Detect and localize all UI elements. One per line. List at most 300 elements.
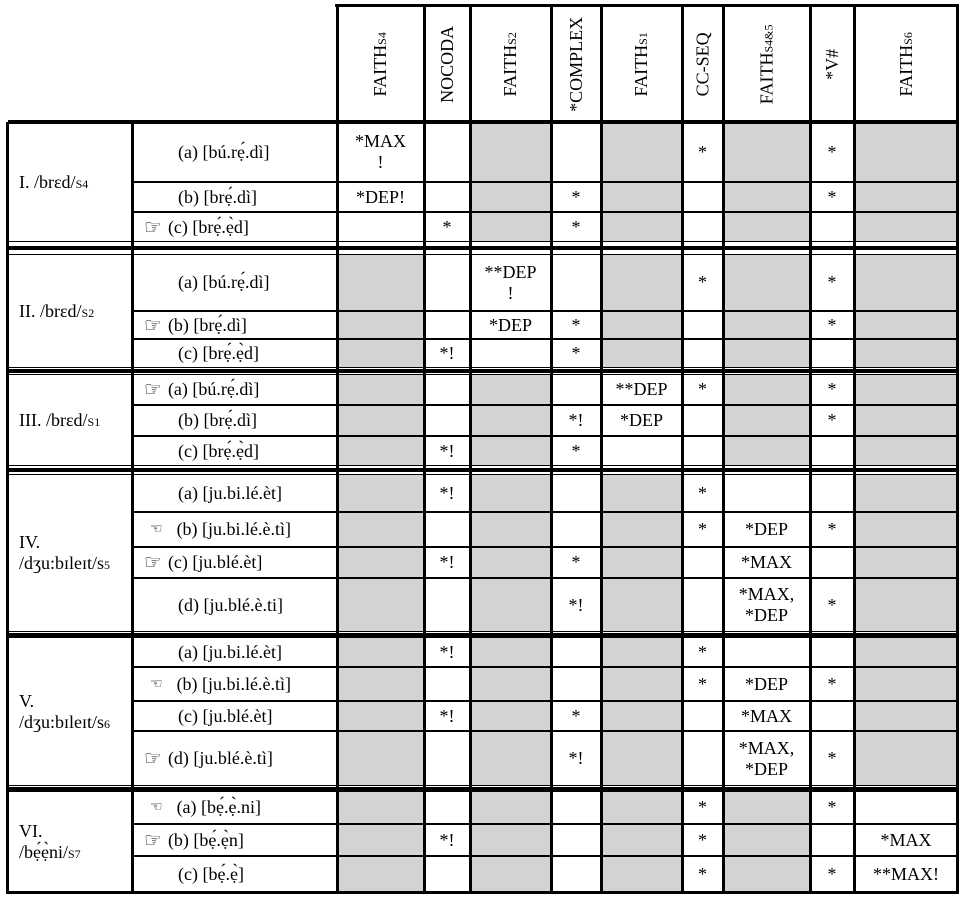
violation-cell [551,791,601,824]
shaded-cell [854,436,958,466]
candidate-cell [133,474,337,512]
violation-mark: * [698,482,707,503]
violation-mark: *! [568,410,584,431]
tableau-divider [8,633,958,637]
violation-cell [723,474,810,512]
shaded-cell [854,701,958,731]
shaded-cell [470,374,551,405]
violation-mark: *! [568,748,584,769]
violation-cell [551,578,601,632]
violation-mark: * [571,186,581,207]
violation-cell [551,547,601,578]
tableau-divider [8,787,958,791]
shaded-cell [601,667,682,701]
violation-cell [682,405,723,436]
column-divider [550,4,553,894]
violation-cell [682,856,723,892]
violation-cell [424,731,470,786]
violation-cell [601,374,682,405]
shaded-cell [470,405,551,436]
violation-cell [682,547,723,578]
small-pointing-hand-icon: ☜ [150,521,163,538]
violation-cell [601,405,682,436]
shaded-cell [601,254,682,311]
violation-cell [470,339,551,368]
column-divider [423,4,426,894]
constraint-name: *COMPLEX [565,16,586,112]
shaded-cell [601,731,682,786]
shaded-cell [854,578,958,632]
constraint-label [437,25,458,102]
violation-cell [551,182,601,212]
violation-cell [551,667,601,701]
shaded-cell [854,212,958,242]
violation-cell [424,512,470,547]
shaded-cell [854,512,958,547]
input-text: V. /dʒu:bɪleɪt/s [19,690,104,732]
violation-cell [810,374,854,405]
violation-cell [810,667,854,701]
shaded-cell [337,339,424,368]
input-cell [8,122,133,242]
candidate-cell [133,791,337,824]
shaded-cell [723,254,810,311]
violation-cell [337,212,424,242]
shaded-cell [723,824,810,856]
violation-cell [810,701,854,731]
shaded-cell [723,212,810,242]
violation-mark: *MAX [740,705,792,726]
violation-cell [682,339,723,368]
input-form [19,532,110,573]
violation-cell [424,182,470,212]
violation-cell [723,547,810,578]
pointing-hand-icon: ☞ [144,377,162,401]
shaded-cell [470,436,551,466]
violation-cell [682,701,723,731]
column-divider [722,4,725,894]
constraint-name: CC-SEQ [692,31,713,97]
violation-cell [723,667,810,701]
violation-mark: * [698,863,707,884]
shaded-cell [601,474,682,512]
violation-mark: *MAX [880,829,932,850]
violation-cell [551,122,601,182]
shaded-cell [337,254,424,311]
shaded-cell [854,122,958,182]
shaded-cell [601,701,682,731]
candidate-form: (b) [ju.bi.lé.è.tì] [176,673,292,694]
small-pointing-hand-icon: ☜ [150,799,163,816]
violation-mark: * [698,829,707,850]
shaded-cell [854,637,958,667]
constraint-subscript: S2 [505,31,520,45]
violation-cell [551,474,601,512]
shaded-cell [854,339,958,368]
input-subscript: S2 [81,305,95,320]
input-cell [8,254,133,368]
violation-cell [810,122,854,182]
column-divider [809,4,812,894]
violation-cell [810,436,854,466]
candidate-form: (a) [ju.bi.lé.èt] [178,482,282,503]
violation-mark: * [827,673,837,694]
constraint-label [631,32,652,96]
violation-mark: * [698,272,707,293]
violation-cell [424,856,470,892]
input-text: VI. /bẹ́ẹ̀ni/ [19,820,68,862]
violation-cell [551,339,601,368]
shaded-cell [854,731,958,786]
shaded-cell [723,856,810,892]
constraint-name: *V# [821,48,842,80]
shaded-cell [601,824,682,856]
violation-cell [551,701,601,731]
violation-cell [810,856,854,892]
violation-cell [424,436,470,466]
violation-mark: * [571,440,581,461]
candidate-form: (b) [brẹ́.dì] [167,314,247,335]
violation-cell [682,436,723,466]
bottom-border [6,891,959,894]
input-subscript: S4 [75,176,89,191]
tableau-divider [8,369,958,373]
violation-cell [682,311,723,339]
candidate-cell [133,637,337,667]
input-text: II. /brɛd/ [19,300,82,321]
input-subscript: S7 [67,846,81,861]
violation-cell [723,512,810,547]
input-text: IV. /dʒu:bɪleɪt/s [19,532,104,573]
violation-cell [551,637,601,667]
small-pointing-hand-icon: ☜ [150,675,163,692]
violation-mark: *DEP! [356,186,405,207]
violation-mark: *! [439,482,455,503]
violation-cell [424,122,470,182]
violation-mark: * [827,141,837,162]
candidate-cell [133,254,337,311]
violation-mark: * [442,216,452,237]
violation-cell [854,791,958,824]
violation-cell [337,182,424,212]
pointing-hand-icon: ☞ [144,550,162,574]
violation-cell [723,637,810,667]
constraint-name: FAITH [631,44,652,97]
constraint-header [682,6,723,122]
candidate-cell [133,667,337,701]
tableau-divider [8,468,958,472]
shaded-cell [470,824,551,856]
input-form [19,301,94,322]
violation-cell [424,212,470,242]
column-divider [600,4,603,894]
violation-cell [810,637,854,667]
shaded-cell [601,212,682,242]
violation-mark: * [827,410,837,431]
shaded-cell [601,547,682,578]
violation-mark: *MAX ! [354,131,406,172]
violation-mark: * [571,216,581,237]
shaded-cell [337,578,424,632]
shaded-cell [601,122,682,182]
violation-cell [682,474,723,512]
violation-cell [810,405,854,436]
candidate-form: (a) [bú.rẹ́.dì] [167,379,260,400]
pointing-hand-icon: ☞ [144,214,162,239]
violation-cell [424,578,470,632]
shaded-cell [601,182,682,212]
violation-cell [424,374,470,405]
candidate-cell [133,512,337,547]
violation-cell [723,731,810,786]
violation-cell [682,667,723,701]
violation-mark: * [571,552,581,573]
violation-cell [424,667,470,701]
violation-cell [810,212,854,242]
violation-mark: **DEP [615,379,668,400]
input-cell [8,791,133,892]
violation-cell [424,547,470,578]
constraint-label [370,32,391,96]
shaded-cell [470,856,551,892]
shaded-cell [470,578,551,632]
violation-cell [810,578,854,632]
violation-cell [551,311,601,339]
violation-mark: **MAX! [873,863,939,884]
shaded-cell [337,547,424,578]
constraint-name: FAITH [370,44,391,97]
violation-cell [854,824,958,856]
constraint-label [896,32,917,96]
violation-cell [682,578,723,632]
violation-cell [682,791,723,824]
violation-mark: * [827,314,837,335]
candidate-cell [133,436,337,466]
violation-cell [810,824,854,856]
constraint-header [470,6,551,122]
candidate-cell [133,311,337,339]
violation-mark: *DEP [744,673,788,694]
violation-cell [810,474,854,512]
violation-cell [810,512,854,547]
violation-cell [424,791,470,824]
shaded-cell [470,791,551,824]
shaded-cell [337,436,424,466]
header-top-border [335,4,958,7]
violation-mark: *DEP [619,410,663,431]
constraint-label [822,49,843,80]
input-text: I. /brɛd/ [19,171,76,192]
violation-cell [810,731,854,786]
input-form [19,172,88,193]
candidate-cell [133,578,337,632]
violation-mark: *! [439,440,455,461]
candidate-form: (c) [brẹ́.ẹ̀d] [167,216,249,237]
constraint-name: NOCODA [436,25,457,103]
violation-mark: *! [439,705,455,726]
violation-cell [424,311,470,339]
input-subscript: 5 [104,558,110,572]
input-subscript: 6 [104,716,110,731]
violation-mark: * [698,673,707,694]
violation-mark: * [571,705,581,726]
shaded-cell [337,512,424,547]
shaded-cell [723,339,810,368]
constraint-header [723,6,810,122]
constraint-name: FAITH [756,52,777,104]
shaded-cell [854,254,958,311]
shaded-cell [854,374,958,405]
violation-cell [810,339,854,368]
candidate-form: (a) [ju.bi.lé.èt] [178,641,282,662]
constraint-label [500,32,521,96]
column-divider [681,4,684,894]
violation-cell [682,637,723,667]
violation-mark: * [698,519,707,540]
violation-cell [551,436,601,466]
violation-cell [551,405,601,436]
violation-cell [424,405,470,436]
constraint-header [601,6,682,122]
violation-cell [682,254,723,311]
candidate-cell [133,405,337,436]
violation-cell [551,856,601,892]
violation-cell [424,254,470,311]
violation-mark: * [698,141,707,162]
shaded-cell [470,122,551,182]
pointing-hand-icon: ☞ [144,827,162,852]
shaded-cell [601,637,682,667]
shaded-cell [337,474,424,512]
candidate-form: (c) [ju.blé.èt] [167,552,263,573]
violation-mark: *! [439,552,455,573]
violation-cell [810,791,854,824]
violation-cell [682,824,723,856]
violation-mark: *DEP [744,519,788,540]
candidate-form: (c) [bẹ́.ẹ̀] [178,863,244,884]
violation-cell [424,474,470,512]
left-border [131,122,134,894]
violation-mark: * [571,343,581,364]
violation-mark: * [698,379,707,400]
violation-mark: * [827,272,837,293]
shaded-cell [723,374,810,405]
shaded-cell [337,374,424,405]
violation-cell [424,339,470,368]
violation-mark: *! [439,829,455,850]
constraint-name: FAITH [500,44,521,97]
candidate-form: (a) [bẹ́.ẹ̀.ni] [176,797,262,818]
constraint-label [756,24,777,104]
shaded-cell [723,791,810,824]
candidate-form: (b) [brẹ́.dì] [178,186,257,207]
shaded-cell [470,474,551,512]
violation-cell [424,637,470,667]
candidate-cell [133,339,337,368]
shaded-cell [601,311,682,339]
candidate-cell [133,547,337,578]
violation-mark: * [827,863,837,884]
violation-cell [682,731,723,786]
constraint-header [337,6,424,122]
shaded-cell [601,856,682,892]
shaded-cell [470,667,551,701]
shaded-cell [723,122,810,182]
violation-mark: * [827,594,837,615]
pointing-hand-icon: ☞ [144,312,162,337]
violation-cell [810,182,854,212]
candidate-cell [133,701,337,731]
shaded-cell [337,856,424,892]
violation-cell [810,547,854,578]
shaded-cell [337,405,424,436]
violation-mark: *! [439,641,455,662]
shaded-cell [470,212,551,242]
violation-mark: *MAX, *DEP [738,584,795,625]
shaded-cell [723,182,810,212]
shaded-cell [854,405,958,436]
candidate-cell [133,212,337,242]
shaded-cell [470,547,551,578]
input-form [19,410,100,431]
violation-cell [723,578,810,632]
violation-cell [551,212,601,242]
violation-mark: * [827,748,837,769]
violation-cell [424,701,470,731]
candidate-form: (a) [bú.rẹ́.dì] [178,272,270,293]
violation-cell [682,122,723,182]
candidate-form: (c) [brẹ́.ẹ̀d] [178,343,259,364]
violation-cell [723,701,810,731]
candidate-cell [133,731,337,786]
candidate-form: (a) [bú.rẹ́.dì] [178,141,270,162]
constraint-subscript: S6 [900,31,915,45]
shaded-cell [470,701,551,731]
input-cell [8,637,133,786]
shaded-cell [470,512,551,547]
candidate-form: (d) [ju.blé.è.tì] [167,748,273,769]
shaded-cell [337,701,424,731]
input-cell [8,374,133,466]
candidate-form: (d) [ju.blé.è.ti] [178,594,283,615]
candidate-form: (c) [ju.blé.èt] [178,705,273,726]
shaded-cell [723,436,810,466]
shaded-cell [854,667,958,701]
violation-mark: * [827,519,837,540]
violation-mark: *MAX, *DEP [738,737,795,779]
violation-cell [682,374,723,405]
shaded-cell [854,547,958,578]
violation-cell [337,122,424,182]
shaded-cell [854,182,958,212]
shaded-cell [337,667,424,701]
violation-cell [551,731,601,786]
candidate-form: (b) [ju.bi.lé.è.tì] [176,519,292,540]
shaded-cell [470,731,551,786]
violation-cell [551,254,601,311]
constraint-subscript: S1 [636,31,651,45]
shaded-cell [337,311,424,339]
shaded-cell [601,791,682,824]
violation-mark: *! [568,594,584,615]
violation-cell [810,311,854,339]
violation-mark: * [698,797,707,818]
candidate-cell [133,374,337,405]
constraint-label [566,16,587,111]
violation-mark: * [827,379,837,400]
violation-cell [551,512,601,547]
violation-mark: * [827,797,837,818]
